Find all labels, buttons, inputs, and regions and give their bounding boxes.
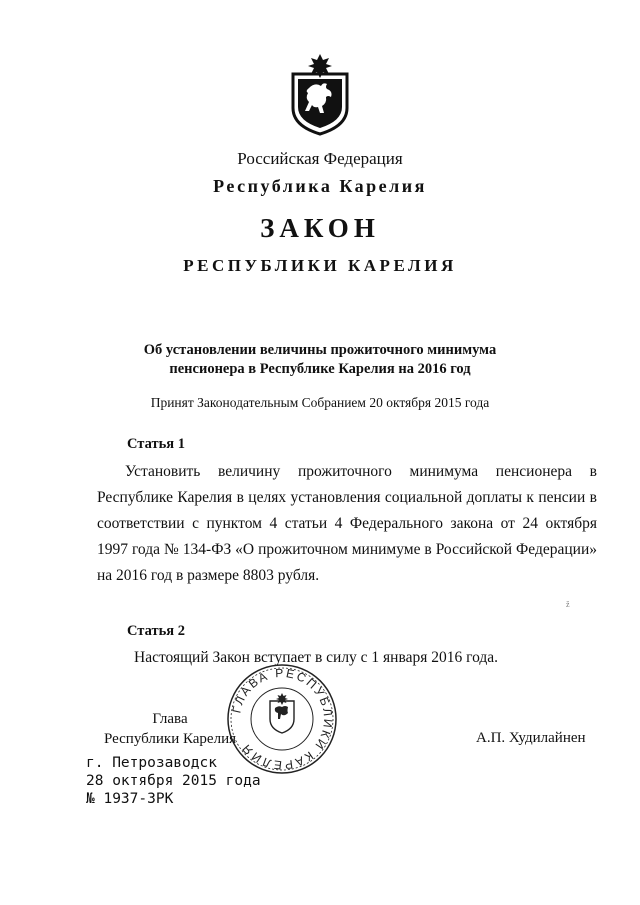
svg-text:ГЛАВА РЕСПУБЛИКИ КАРЕЛИЯ: [229, 666, 335, 772]
country-name: Российская Федерация: [237, 149, 403, 168]
article1-line: на 2016 год в размере 8803 рубля.: [97, 567, 320, 584]
law-title: ЗАКОН: [260, 213, 380, 243]
stamp-number: № 1937-ЗРК: [86, 791, 174, 807]
stamp-date: 28 октября 2015 года: [86, 773, 261, 789]
law-heading-line1: Об установлении величины прожиточного минимума: [143, 342, 497, 358]
article1-text: [97, 459, 597, 589]
article1-line: 1997 года № 134-ФЗ «О прожиточном минимуме в Российской Федерации»: [97, 541, 597, 558]
article2-text: Настоящий Закон вступает в силу с 1 января 2016 года.: [134, 649, 499, 666]
article1-title: Статья 1: [127, 436, 185, 452]
article2-title: Статья 2: [127, 623, 185, 639]
signatory-position-line1: Глава: [152, 711, 188, 727]
article1-line: Республике Карелия в целях установления социальной доплаты к пенсии в: [97, 489, 597, 506]
law-subtitle: РЕСПУБЛИКИ КАРЕЛИЯ: [183, 256, 457, 275]
signatory-position-line2: Республики Карелия: [103, 731, 237, 747]
seal-text: ГЛАВА РЕСПУБЛИКИ КАРЕЛИЯ: [229, 665, 336, 773]
article1-line: Установить величину прожиточного минимума пенсионера в: [125, 463, 597, 480]
adoption-note: Принят Законодательным Собранием 20 октября 2015 года: [150, 395, 490, 410]
karelia-coat-of-arms-icon: [289, 52, 351, 136]
stamp-city: г. Петрозаводск: [86, 755, 217, 771]
signatory-name: А.П. Худилайнен: [476, 730, 586, 746]
margin-mark: ž: [566, 600, 570, 609]
signatory-position: [95, 709, 245, 749]
article1-line: соответствии с пунктом 4 статьи 4 Федерального закона от 24 октября: [97, 515, 597, 532]
law-heading-line2: пенсионера в Республике Карелия на 2016 год: [169, 361, 471, 377]
republic-name: Республика Карелия: [213, 176, 427, 196]
